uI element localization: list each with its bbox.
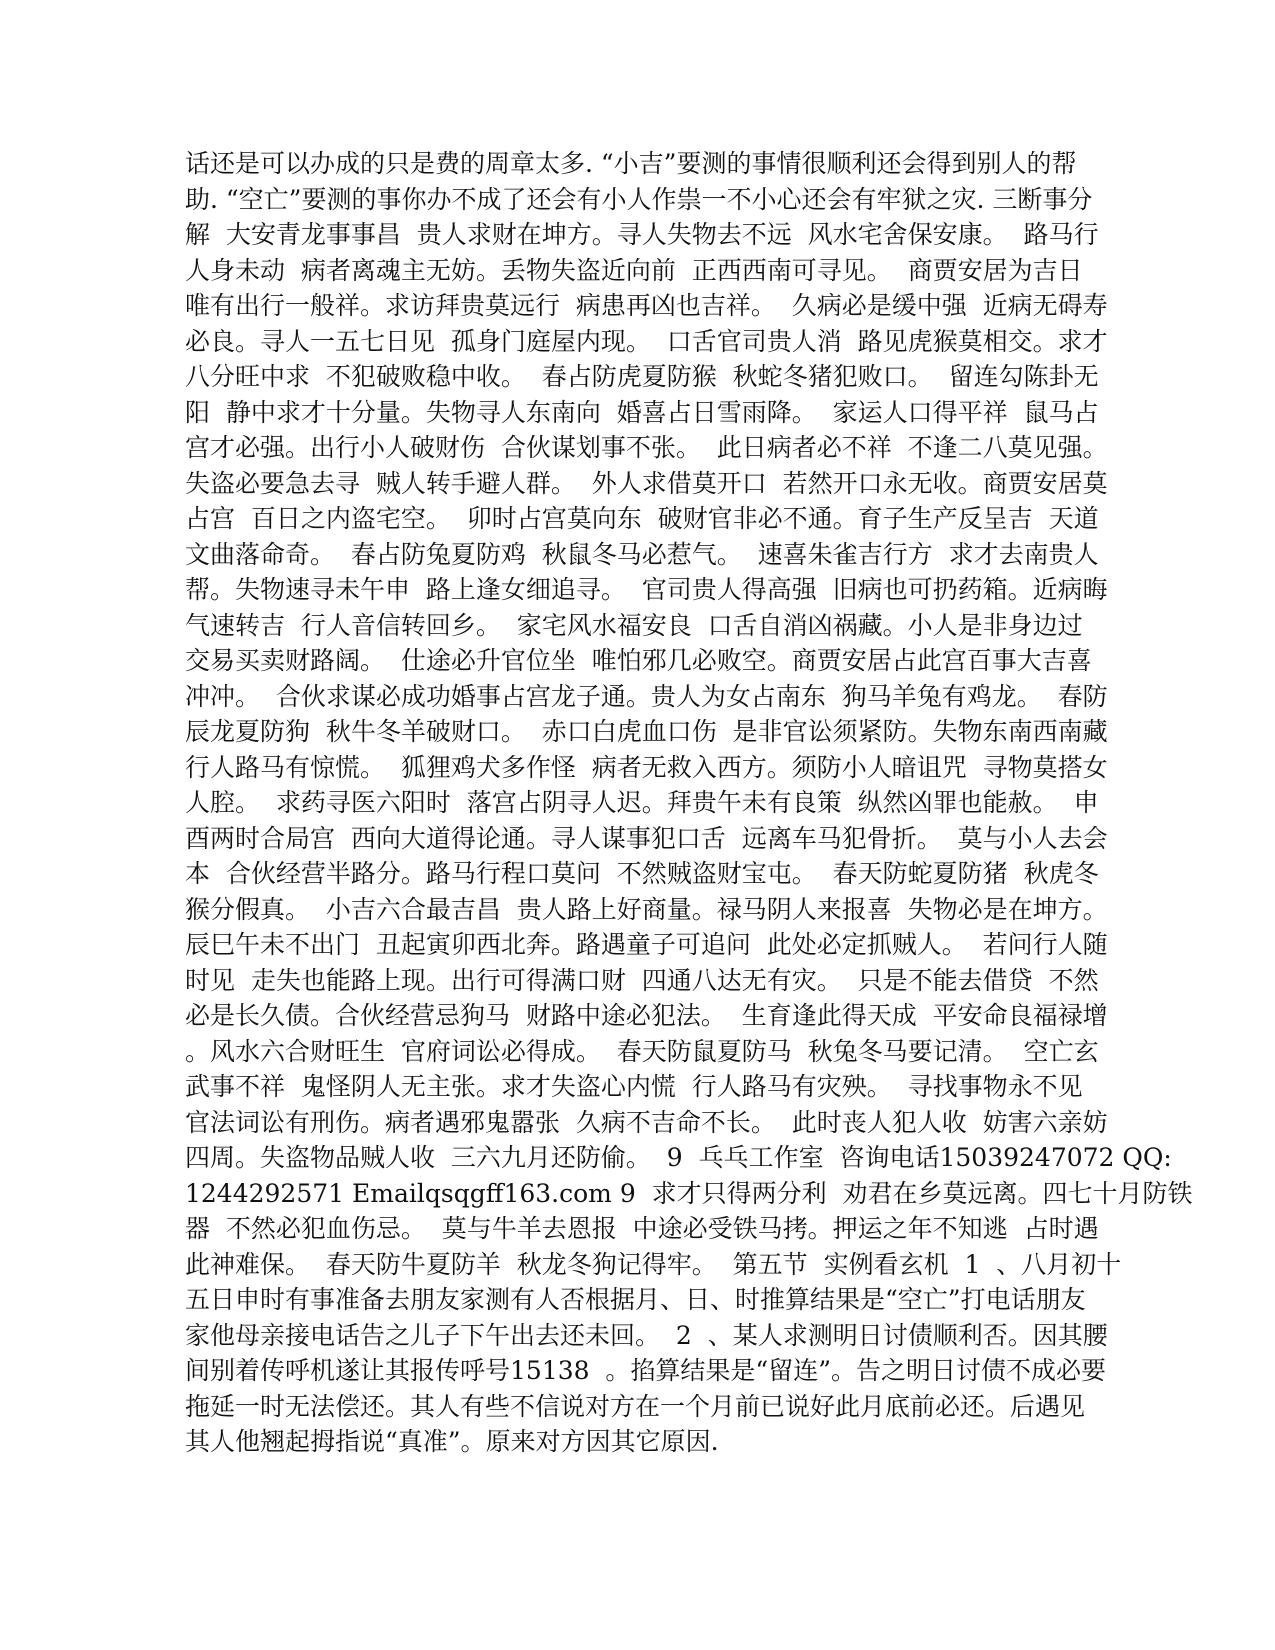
text-line: 1244292571 Emailqsqgff163.com 9 求才只得两分利 劝君在乡莫远离。四七十月防铁 <box>185 1178 1193 1208</box>
text-line: 唯有出行一般祥。求访拜贵莫远行 病患再凶也吉祥。 久病必是缓中强 近病无碍寿 <box>185 291 1108 320</box>
text-line: 宫才必强。出行小人破财伤 合伙谋划事不张。 此日病者必不祥 不逢二八莫见强。 <box>185 433 1108 462</box>
text-line: 帮。失物速寻未午申 路上逢女细追寻。 官司贵人得高强 旧病也可扔药箱。近病晦 <box>185 575 1108 604</box>
text-line: 冲冲。 合伙求谋必成功婚事占宫龙子通。贵人为女占南东 狗马羊兔有鸡龙。 春防 <box>185 681 1108 711</box>
text-line: 占宫 百日之内盗宅空。 卯时占宫莫向东 破财官非必不通。育子生产反呈吉 天道 <box>185 504 1099 533</box>
text-line: 器 不然必犯血伤忌。 莫与牛羊去恩报 中途必受铁马拷。押运之年不知逃 占时遇 <box>185 1214 1099 1243</box>
text-line: 人腔。 求药寻医六阳时 落宫占阴寻人迟。拜贵午未有良策 纵然凶罪也能赦。 申 <box>185 788 1099 817</box>
text-line: 五日申时有事准备去朋友家测有人否根据月、日、时推算结果是“空亡”打电话朋友 <box>185 1285 1086 1314</box>
text-line: 气速转吉 行人音信转回乡。 家宅风水福安良 口舌自消凶祸藏。小人是非身边过 <box>185 610 1083 640</box>
text-line: 四周。失盗物品贼人收 三六九月还防偷。 9 乓乓工作室 咨询电话15039247072 QQ: <box>185 1143 1172 1172</box>
text-line: 助. “空亡”要测的事你办不成了还会有小人作祟一不小心还会有牢狱之灾. 三断事分 <box>185 184 1093 214</box>
text-line: 行人路马有惊慌。 狐狸鸡犬多作怪 病者无救入西方。须防小人暗诅咒 寻物莫搭女 <box>185 752 1108 782</box>
text-line: 其人他翘起拇指说“真准”。原来对方因其它原因. <box>185 1427 719 1456</box>
text-line: 文曲落命奇。 春占防兔夏防鸡 秋鼠冬马必惹气。 速喜朱雀吉行方 求才去南贵人 <box>185 539 1099 569</box>
text-line: 阳 静中求才十分量。失物寻人东南向 婚喜占日雪雨降。 家运人口得平祥 鼠马占 <box>185 397 1099 427</box>
text-line: 间别着传呼机遂让其报传呼号15138 。掐算结果是“留连”。告之明日讨债不成必要 <box>185 1356 1106 1385</box>
text-line: 失盗必要急去寻 贼人转手避人群。 外人求借莫开口 若然开口永无收。商贾安居莫 <box>185 468 1108 498</box>
text-line: 。风水六合财旺生 官府词讼必得成。 春天防鼠夏防马 秋兔冬马要记清。 空亡玄 <box>185 1036 1099 1066</box>
text-line: 家他母亲接电话告之儿子下午出去还未回。 2 、某人求测明日讨债顺利否。因其腰 <box>185 1320 1108 1350</box>
body-text <box>185 146 1193 1460</box>
text-line: 武事不祥 鬼怪阴人无主张。求才失盗心内慌 行人路马有灾殃。 寻找事物永不见 <box>185 1072 1083 1101</box>
text-line: 官法词讼有刑伤。病者遇邪鬼嚣张 久病不吉命不长。 此时丧人犯人收 妨害六亲妨 <box>185 1107 1108 1137</box>
text-line: 交易买卖财路阔。 仕途必升官位坐 唯怕邪几必败空。商贾安居占此宫百事大吉喜 <box>185 646 1092 675</box>
text-line: 猴分假真。 小吉六合最吉昌 贵人路上好商量。禄马阴人来报喜 失物必是在坤方。 <box>185 894 1108 924</box>
text-line: 解 大安青龙事事昌 贵人求财在坤方。寻人失物去不远 风水宅舍保安康。 路马行 <box>185 220 1099 249</box>
text-line: 话还是可以办成的只是费的周章太多. “小吉”要测的事情很顺利还会得到别人的帮 <box>185 149 1077 178</box>
text-line: 拖延一时无法偿还。其人有些不信说对方在一个月前已说好此月底前必还。后遇见 <box>185 1391 1086 1421</box>
text-line: 酉两时合局宫 西向大道得论通。寻人谋事犯口舌 远离车马犯骨折。 莫与小人去会 <box>185 823 1108 853</box>
text-line: 人身未动 病者离魂主无妨。丢物失盗近向前 正西西南可寻见。 商贾安居为吉日 <box>185 255 1083 285</box>
text-line: 八分旺中求 不犯破败稳中收。 春占防虎夏防猴 秋蛇冬猪犯败口。 留连勾陈卦无 <box>185 362 1099 391</box>
text-line: 时见 走失也能路上现。出行可得满口财 四通八达无有灾。 只是不能去借贷 不然 <box>185 965 1099 995</box>
text-line: 本 合伙经营半路分。路马行程口莫问 不然贼盗财宝屯。 春天防蛇夏防猪 秋虎冬 <box>185 859 1099 888</box>
text-line: 必良。寻人一五七日见 孤身门庭屋内现。 口舌官司贵人消 路见虎猴莫相交。求才 <box>185 326 1108 356</box>
text-line: 此神难保。 春天防牛夏防羊 秋龙冬狗记得牢。 第五节 实例看玄机 1 、八月初十 <box>185 1249 1122 1279</box>
text-line: 必是长久债。合伙经营忌狗马 财路中途必犯法。 生育逢此得天成 平安命良福禄增 <box>185 1001 1108 1030</box>
text-line: 辰龙夏防狗 秋牛冬羊破财口。 赤口白虎血口伤 是非官讼须紧防。失物东南西南藏 <box>185 717 1108 746</box>
text-line: 辰巳午未不出门 丑起寅卯西北奔。路遇童子可追问 此处必定抓贼人。 若问行人随 <box>185 930 1108 959</box>
